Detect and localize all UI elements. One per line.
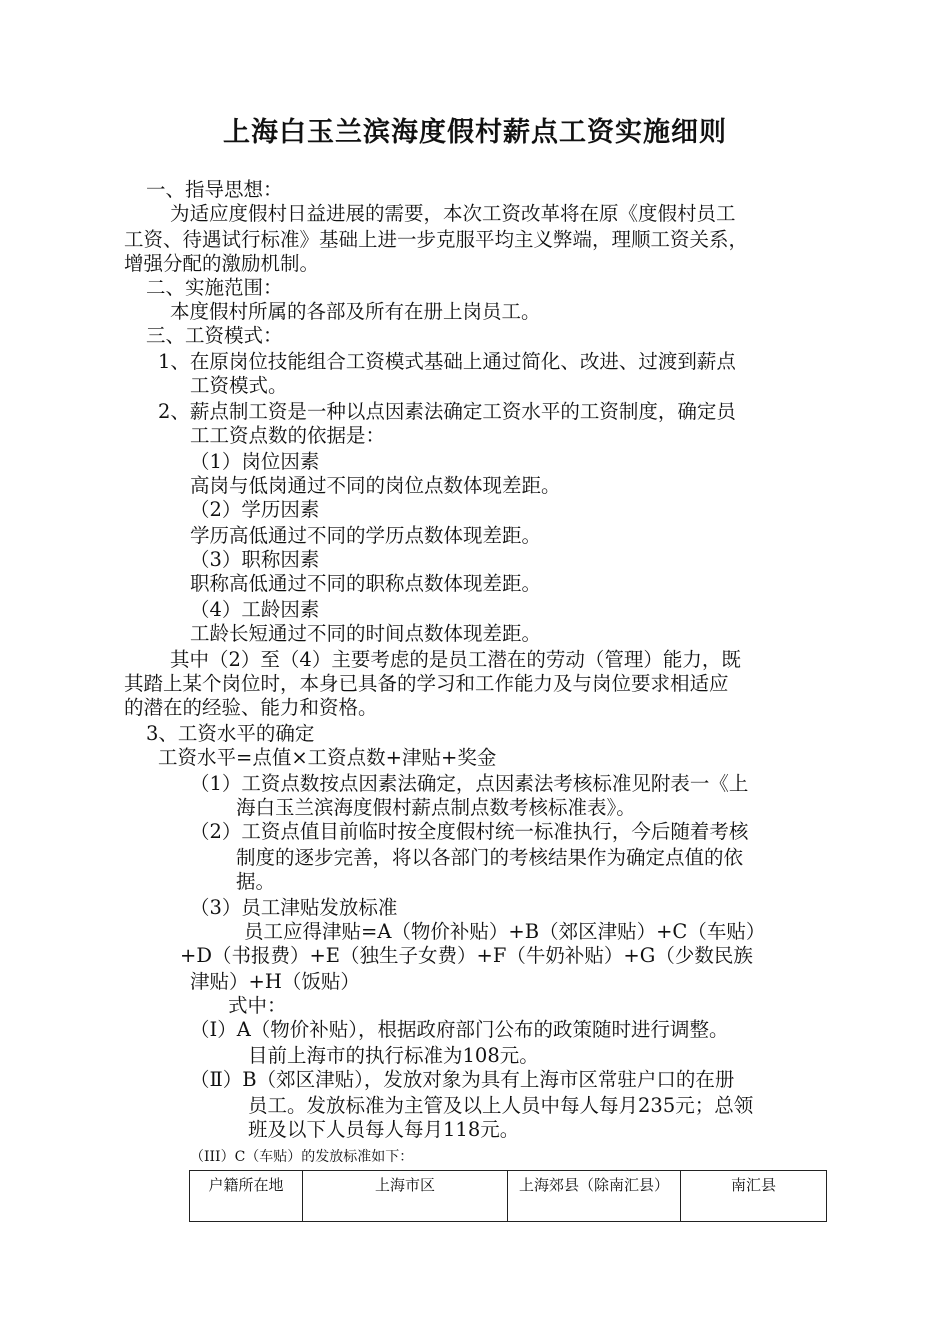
list-item: （Ⅰ）A（物价补贴），根据政府部门公布的政策随时进行调整。 [190,1018,729,1041]
factor-text: 职称高低通过不同的职称点数体现差距。 [190,572,542,595]
table-header-cell: 上海郊县（除南汇县） [508,1171,681,1222]
list-item: （Ⅱ）B（郊区津贴），发放对象为具有上海市区常驻户口的在册 [190,1068,735,1091]
list-item-cont: 目前上海市的执行标准为108元。 [248,1044,539,1067]
paragraph-line: 式中： [228,994,287,1017]
paragraph-line: 其中（2）至（4）主要考虑的是员工潜在的劳动（管理）能力，既 [170,648,741,671]
formula-line: 工资水平=点值×工资点数+津贴+奖金 [158,746,497,769]
factor-heading: （4）工龄因素 [190,598,320,621]
list-item: 1、在原岗位技能组合工资模式基础上通过简化、改进、过渡到薪点 [158,350,736,373]
factor-heading: （3）职称因素 [190,548,320,571]
factor-text: 工龄长短通过不同的时间点数体现差距。 [190,622,542,645]
paragraph-line: 为适应度假村日益进展的需要，本次工资改革将在原《度假村员工 [170,202,736,225]
table-header-cell: 南汇县 [681,1171,827,1222]
table-row [190,1171,827,1222]
list-item-cont: 制度的逐步完善，将以各部门的考核结果作为确定点值的依 [236,846,744,869]
section-heading: 三、工资模式： [146,324,283,347]
list-item-cont: 海白玉兰滨海度假村薪点制点数考核标准表》。 [236,796,636,819]
list-item-cont: 班及以下人员每人每月118元。 [248,1118,520,1141]
list-item-cont: 工工资点数的依据是： [190,424,386,447]
allowance-table [189,1170,827,1222]
factor-text: 学历高低通过不同的学历点数体现差距。 [190,524,542,547]
list-item: （1）工资点数按点因素法确定，点因素法考核标准见附表一《上 [190,772,749,795]
factor-heading: （2）学历因素 [190,498,320,521]
formula-line: 员工应得津贴=A（物价补贴）+B（郊区津贴）+C（车贴） [244,920,766,943]
section-heading: 3、工资水平的确定 [146,722,315,745]
paragraph-line: 增强分配的激励机制。 [124,252,320,275]
table-header-cell: 上海市区 [303,1171,508,1222]
list-item-cont: 工资模式。 [190,374,288,397]
factor-text: 高岗与低岗通过不同的岗位点数体现差距。 [190,474,561,497]
factor-heading: （1）岗位因素 [190,450,320,473]
list-item: （2）工资点值目前临时按全度假村统一标准执行，今后随着考核 [190,820,749,843]
list-item: 2、薪点制工资是一种以点因素法确定工资水平的工资制度，确定员 [158,400,736,423]
table-header-cell: 户籍所在地 [190,1171,303,1222]
paragraph-line: 工资、待遇试行标准》基础上进一步克服平均主义弊端，理顺工资关系， [124,228,749,251]
list-item-cont: 据。 [236,870,276,893]
page-title: 上海白玉兰滨海度假村薪点工资实施细则 [223,117,727,148]
formula-line: +D（书报费）+E（独生子女费）+F（牛奶补贴）+G（少数民族 [180,944,753,967]
section-heading: 二、实施范围： [146,276,283,299]
paragraph-line: 的潜在的经验、能力和资格。 [124,696,378,719]
list-item: （3）员工津贴发放标准 [190,896,398,919]
paragraph-line: 其踏上某个岗位时，本身已具备的学习和工作能力及与岗位要求相适应 [124,672,729,695]
list-item-cont: 员工。发放标准为主管及以上人员中每人每月235元；总领 [248,1094,754,1117]
formula-line: 津贴）+H（饭贴） [190,970,360,993]
section-heading: 一、指导思想： [146,178,283,201]
table-caption: （III）C（车贴）的发放标准如下： [190,1149,414,1165]
paragraph-line: 本度假村所属的各部及所有在册上岗员工。 [170,300,541,323]
